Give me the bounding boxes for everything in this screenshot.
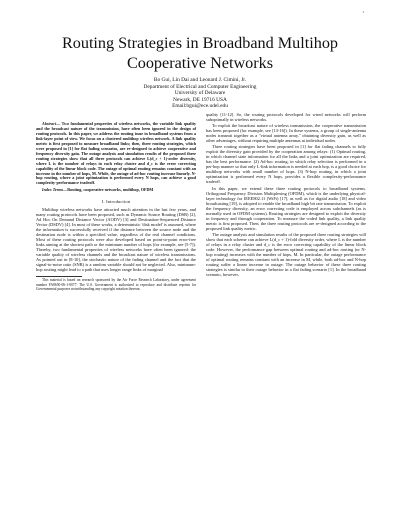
author-block: [40, 77, 360, 110]
author-email: Email:bgui@ece.udel.edu: [172, 103, 228, 110]
author-names: Bo Gui, Lin Dai and Leonard J. Cimini, Jr.: [153, 77, 247, 83]
author-department: Department of Electrical and Computer Engineering: [143, 83, 257, 90]
right-paragraph-2: To exploit the broadcast nature of wireless transmission, the cooperative transmission has been proposed (for example, see [13-16]). In these systems, a group of single-antenna nodes transmit together as a "virtual antenna array," obtaining diversity gain, as well as other advantages, without requiring multiple antennas at individual nodes.: [206, 123, 366, 144]
index-terms-text: —Routing, cooperative networks, multihop, OFDM: [63, 187, 154, 193]
index-terms-label: Index Terms: [42, 187, 64, 193]
abstract-text: — Two fundamental properties of wireless networks, the variable link quality and the broadcast nature of the transmission, have often been ignored in the design of routing protocols. In this paper, we address the routing issue in broadband systems from a link-layer point of view. We focus on a clustered multihop wireless network. A link quality metric is first proposed to measure broadband links; then, three routing strategies, which were proposed in [1] for flat fading scenarios, are re-designed to achieve cooperative and frequency diversity gain. The outage analysis and simulation results of the proposed three routing strategies show that all three protocols can achieve L(d_c + 1)-order diversity, where L is the number of relays in each relay cluster and d_c is the error correcting capability of the linear block code. The outage of optimal routing remains constant with an increase in the number of hops, M. While, the outage of ad-hoc routing increase linearly. N-hop routing, where a joint optimization is performed every N hops, can achieve a good complexity-performance tradeoff.: [36, 121, 196, 186]
section-heading-introduction: I. Introduction: [101, 199, 131, 205]
intro-paragraph-1: Multihop wireless networks have attracted much attention in the last few years, and many routing protocols have been proposed, such as Dynamic Source Routing (DSR) [2], Ad Hoc On Demand Distance Vector (AODV) [3] and Destination-Sequenced Distance Vector (DSDV) [4]. In most of these works, a deterministic 'disk model' is assumed, where the information is successfully received if the distance between the source node and the destination node is within a specified value, regardless of the real channel conditions. Most of these routing protocols were also developed based on point-to-point error-free links aiming at the shortest path or the minimum number of hops (for example, see [5-7]). Thereby, two fundamental properties of wireless networks have often been ignored: the variable quality of wireless channels and the broadcast nature of wireless transmissions. As pointed out in [8-10], the stochastic nature of the fading channel and the fact that the signal-to-noise ratio (SNR) is a random variable should not be neglected. Also, minimum-hop routing might lead to a path that uses longer range links of marginal: [36, 207, 196, 273]
page-number: 1: [362, 10, 364, 14]
abstract-label: Abstract: [42, 121, 57, 126]
index-terms: [36, 188, 196, 193]
right-paragraph-3: Three routing strategies have been proposed in [1] for flat fading channels to fully exploit the diversity gain provided by the cooperation among relays: (1) Optimal routing, in which channel state information for all the links and a joint optimization are required, has the best performance. (2) Ad-hoc routing, in which relay selection is performed in a per-hop manner so that only L-link information is needed at each hop, is a good choice for multihop networks with small number of hops. (3) N-hop routing, in which a joint optimization is performed every N hops, provides a flexible complexity-performance tradeoff.: [206, 144, 366, 185]
left-column: [36, 122, 196, 291]
author-university: University of Delaware: [174, 90, 226, 97]
right-paragraph-4: In this paper, we extend these three routing protocols to broadband systems. Orthogonal Frequency Division Multiplexing (OFDM), which is the underlying physical-layer technology for IEEE802.11 (WiFi) [17], as well as for digital audio [18] and video broadcasting [19], is adopted to enable the broadband high bit rate transmission. To exploit the frequency diversity, an error correcting code is employed across subchannels (as is normally used in OFDM systems). Routing strategies are designed to exploit the diversity in frequency and through cooperation. To measure the coded link quality, a link quality metric is first proposed. Then, the three routing protocols are re-designed according to the proposed link quality metric.: [206, 185, 366, 231]
footnote-divider: [36, 276, 82, 277]
author-city: Newark, DE 19716 USA: [173, 96, 227, 103]
right-column: [206, 112, 366, 278]
right-paragraph-5: The outage analysis and simulation results of the proposed three routing strategies will show that each scheme can achieve L(d_c + 1)-fold diversity order, where L is the number of relays in a relay cluster and d_c is the error correcting capability of the linear block code. However, the performance gap between optimal routing and ad-hoc routing (or N-hop routing) increases with the number of hops, M. In particular, the outage performance of optimal routing remains constant with an increase in M, while, both ad-hoc and N-hop routing suffer a linear increase in outage. The outage behavior of these three routing strategies is similar to their outage behavior in a flat fading scenario [1]. In the broadband scenario, however,: [206, 231, 366, 277]
right-paragraph-1: quality [11-12]. So, the routing protocols developed for wired networks will perform suboptimally in wireless networks.: [206, 112, 366, 122]
footnote: This material is based on research sponsored by the Air Force Research Laboratory, under agreement number FA8650-06-1-0077. The U.S. Government is authorized to reproduce and distribute reprints for Governmental purposes notwithstanding any copyright notation thereon.: [36, 278, 196, 291]
abstract: [36, 122, 196, 186]
paper-title: Routing Strategies in Broadband Multihop Cooperative Networks: [61, 34, 339, 72]
